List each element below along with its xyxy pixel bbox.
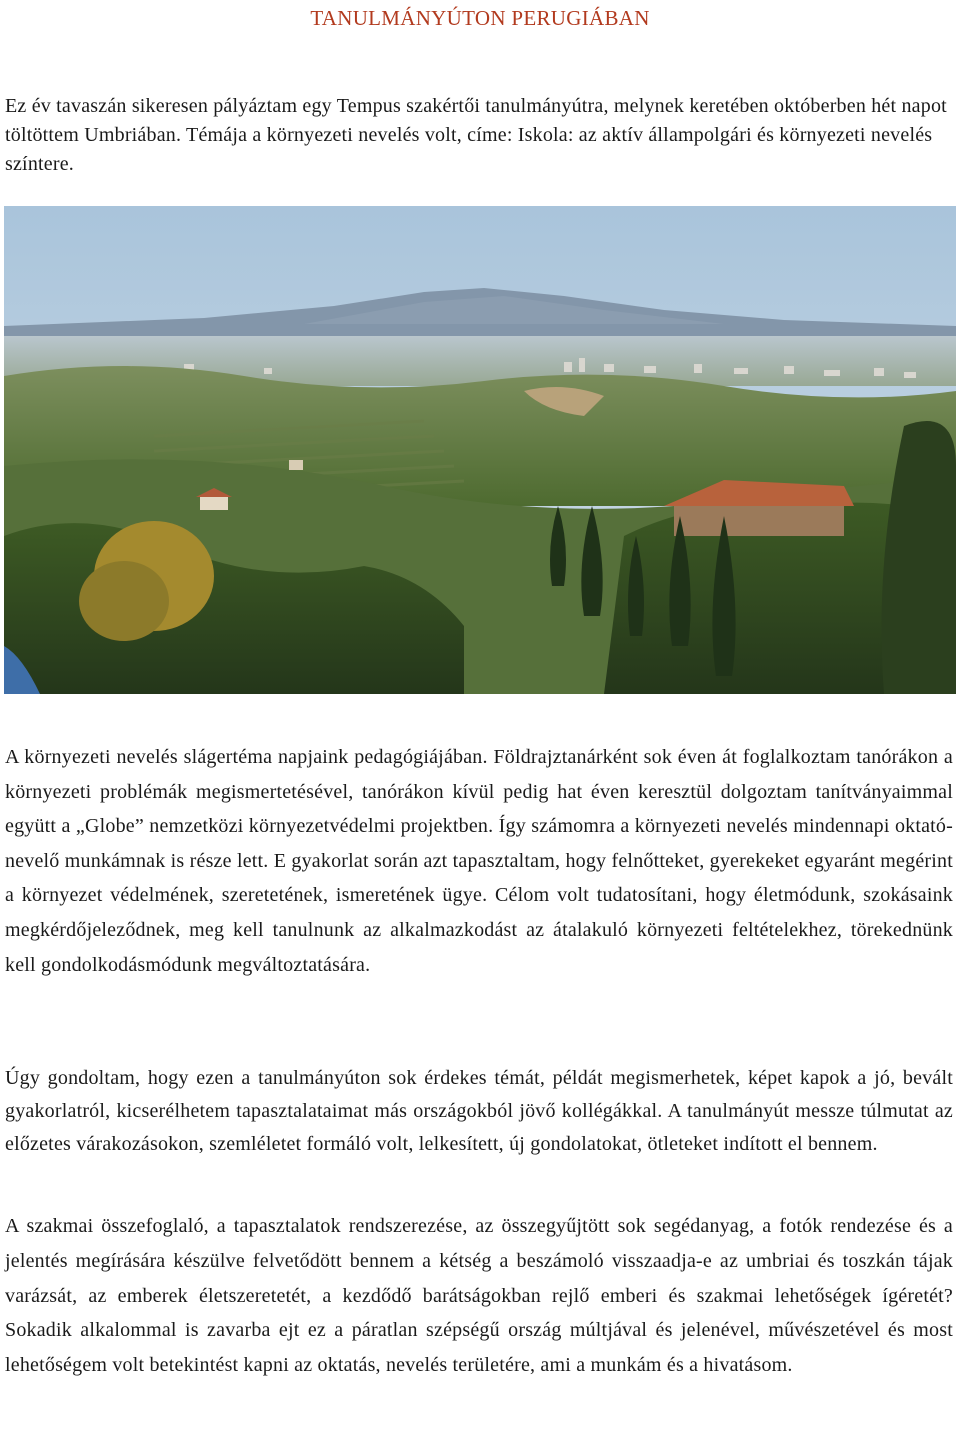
body-paragraph-1: A környezeti nevelés slágertéma napjaink pedagógiájában. Földrajztanárként sok éven át foglalkoztam tanórákon a környezeti problémák megismertetésével, tanórákon kívül pedig hat éven keresztül dolgoztam tanítványaimmal együtt a „Globe” nemzetközi környezetvédelmi projektben. Így számomra a környezeti nevelés mindennapi oktató-nevelő munkámnak is része lett. E gyakorlat során azt tapasztaltam, hogy felnőtteket, gyerekeket egyaránt megérint a környezet védelmének, szeretetének, ismeretének ügye. Célom volt tudatosítani, hogy életmódunk, szokásaink megkérdőjeleződnek, meg kell tanulnunk az alkalmazkodást az átalakuló környezeti feltételekhez, törekednünk kell gondolkodásmódunk megváltoztatására. (5, 746, 953, 976)
page-title: TANULMÁNYÚTON PERUGIÁBAN (310, 6, 650, 30)
body-paragraph-3: A szakmai összefoglaló, a tapasztalatok rendszerezése, az összegyűjtött sok segédanyag, a fotók rendezése és a jelentés megírására készülve felvetődött bennem a kétség a beszámoló visszaadja-e az umbriai és toszkán tájak varázsát, az emberek életszeretetét, a kezdődő barátságokban rejlő emberi és szakmai lehetőségek ígéretét? Sokadik alkalommal is zavarba ejt ez a páratlan szépségű ország múltjával és jelenével, művészetével és most lehetőségem volt betekintést kapni az oktatás, nevelés területére, ami a munkám és a hivatásom. (5, 1215, 953, 1377)
body-paragraph-2: Úgy gondoltam, hogy ezen a tanulmányúton sok érdekes témát, példát megismerhetek, képet kapok a jó, bevált gyakorlatról, kicserélhetem tapasztalataimat más országokból jövő kollégákkal. A tanulmányút messze túlmutat az előzetes várakozásokon, szemléletet formáló volt, lelkesített, új gondolatokat, ötleteket indított el bennem. (5, 1067, 953, 1155)
intro-paragraph: Ez év tavaszán sikeresen pályáztam egy Tempus szakértői tanulmányútra, melynek keretében októberben hét napot töltöttem Umbriában. Témája a környezeti nevelés volt, címe: Iskola: az aktív állampolgári és környezeti nevelés színtere. (5, 95, 947, 175)
landscape-photo (4, 206, 956, 694)
